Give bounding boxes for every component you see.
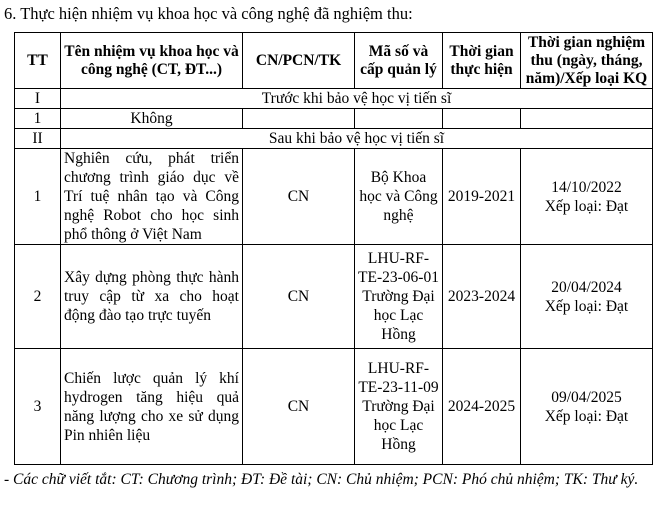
table-row [15, 109, 653, 129]
acceptance-date: 09/04/2025 [551, 388, 622, 406]
header-period: Thời gian thực hiện [443, 33, 521, 89]
row-period [443, 109, 521, 129]
acceptance-result: Xếp loại: Đạt [544, 407, 629, 425]
acceptance-date: 20/04/2024 [551, 278, 622, 296]
section-title: Trước khi bảo vệ học vị tiến sĩ [61, 89, 653, 109]
row-tt: 2 [15, 245, 61, 349]
row-task-name: Xây dựng phòng thực hành truy cập từ xa cho hoạt động đào tạo trực tuyến [61, 245, 243, 349]
section-row-before [15, 89, 653, 109]
row-code: LHU-RF-TE-23-06-01 Trường Đại học Lạc Hồng [355, 245, 443, 349]
row-tt: 1 [15, 109, 61, 129]
row-code: LHU-RF-TE-23-11-09 Trường Đại học Lạc Hồng [355, 349, 443, 465]
row-acceptance [521, 149, 653, 245]
row-tt: 3 [15, 349, 61, 465]
row-role [243, 109, 355, 129]
row-period: 2019-2021 [443, 149, 521, 245]
section-tt: I [15, 89, 61, 109]
row-acceptance [521, 245, 653, 349]
header-role: CN/PCN/TK [243, 33, 355, 89]
row-role: CN [243, 349, 355, 465]
header-tt: TT [15, 33, 61, 89]
table-row [15, 349, 653, 465]
row-acceptance [521, 349, 653, 465]
row-period: 2023-2024 [443, 245, 521, 349]
acceptance-date: 14/10/2022 [551, 178, 622, 196]
row-code [355, 109, 443, 129]
row-role: CN [243, 245, 355, 349]
abbreviations-footnote: - Các chữ viết tắt: CT: Chương trình; ĐT: Đề tài; CN: Chủ nhiệm; PCN: Phó chủ nhiệm; TK: Thư ký. [4, 471, 639, 488]
row-code: Bộ Khoa học và Công nghệ [355, 149, 443, 245]
table-header-row [15, 33, 653, 89]
acceptance-result: Xếp loại: Đạt [544, 297, 629, 315]
row-task-name: Không [61, 109, 243, 129]
row-acceptance [521, 109, 653, 129]
section-row-after [15, 129, 653, 149]
row-role: CN [243, 149, 355, 245]
table-row [15, 245, 653, 349]
header-code: Mã số và cấp quản lý [355, 33, 443, 89]
header-acceptance: Thời gian nghiệm thu (ngày, tháng, năm)/Xếp loại KQ [521, 33, 653, 89]
row-task-name: Chiến lược quản lý khí hydrogen tăng hiệu quả năng lượng cho xe sử dụng Pin nhiên liệu [61, 349, 243, 465]
research-projects-table [14, 32, 653, 465]
section-title: Sau khi bảo vệ học vị tiến sĩ [61, 129, 653, 149]
row-period: 2024-2025 [443, 349, 521, 465]
section-tt: II [15, 129, 61, 149]
acceptance-result: Xếp loại: Đạt [544, 197, 629, 215]
table-row [15, 149, 653, 245]
row-tt: 1 [15, 149, 61, 245]
row-task-name: Nghiên cứu, phát triển chương trình giáo dục về Trí tuệ nhân tạo và Công nghệ Robot cho học sinh phổ thông ở Việt Nam [61, 149, 243, 245]
section-heading: 6. Thực hiện nhiệm vụ khoa học và công nghệ đã nghiệm thu: [4, 4, 413, 23]
header-task-name: Tên nhiệm vụ khoa học và công nghệ (CT, ĐT...) [61, 33, 243, 89]
